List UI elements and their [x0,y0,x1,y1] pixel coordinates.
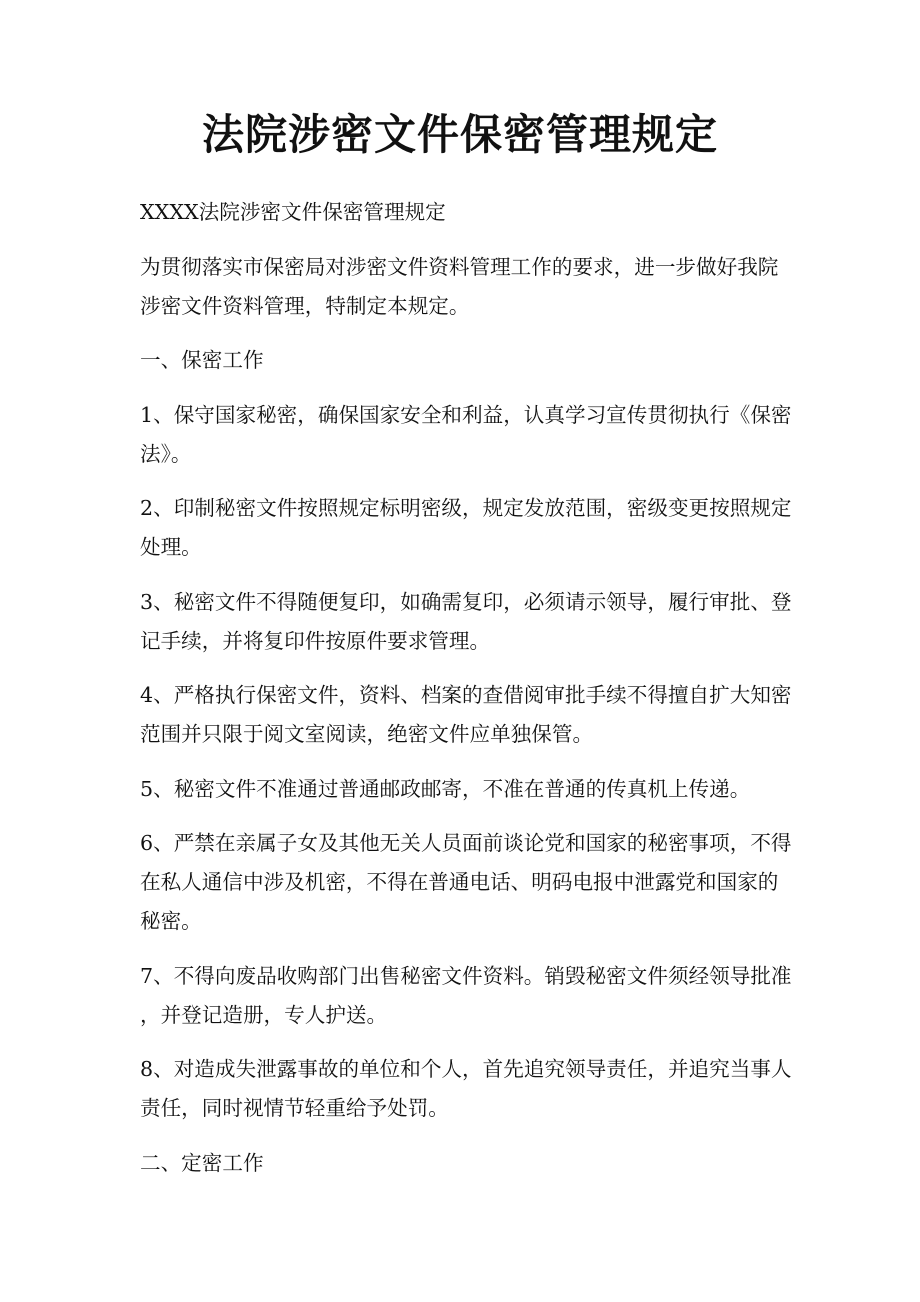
paragraph-line: XXXX法院涉密文件保密管理规定 [140,200,446,224]
paragraph-line: 1、保守国家秘密，确保国家安全和利益，认真学习宣传贯彻执行《保密 [140,402,792,427]
document-title: 法院涉密文件保密管理规定 [201,110,718,159]
paragraph [140,1050,800,1128]
paragraph [140,248,800,326]
paragraph-line: 8、对造成失泄露事故的单位和个人，首先追究领导责任，并追究当事人 [140,1057,792,1081]
paragraph-line: 一、保密工作 [140,348,264,372]
paragraph-line: ，并登记造册，专人护送。 [140,1002,388,1027]
paragraph [140,824,800,941]
paragraph [140,341,800,380]
paragraph-line: 3、秘密文件不得随便复印，如确需复印，必须请示领导，履行审批、登 [140,589,792,614]
paragraph [140,396,800,474]
paragraph-line: 4、严格执行保密文件，资料、档案的查借阅审批手续不得擅自扩大知密 [140,683,792,707]
paragraph-line: 二、定密工作 [140,1150,264,1175]
paragraph-line: 记手续，并将复印件按原件要求管理。 [140,628,491,653]
paragraph [140,957,800,1035]
paragraph-line: 处理。 [140,535,202,559]
paragraph-line: 2、印制秘密文件按照规定标明密级，规定发放范围，密级变更按照规定 [140,496,792,520]
paragraph-line: 5、秘密文件不准通过普通邮政邮寄，不准在普通的传真机上传递。 [140,776,751,801]
paragraph [140,770,800,809]
paragraph [140,193,800,232]
document-body [140,193,800,1198]
paragraph-line: 法》。 [140,441,192,466]
paragraph [140,1144,800,1183]
paragraph-line: 责任，同时视情节轻重给予处罚。 [140,1096,449,1120]
paragraph-line: 范围并只限于阅文室阅读，绝密文件应单独保管。 [140,722,594,746]
paragraph-line: 7、不得向废品收购部门出售秘密文件资料。销毁秘密文件须经领导批准 [140,963,792,988]
paragraph-line: 6、严禁在亲属子女及其他无关人员面前谈论党和国家的秘密事项，不得 [140,831,792,855]
paragraph-line: 在私人通信中涉及机密，不得在普通电话、明码电报中泄露党和国家的 [140,870,779,894]
paragraph [140,676,800,754]
paragraph-line: 为贯彻落实市保密局对涉密文件资料管理工作的要求，进一步做好我院 [140,254,779,279]
paragraph [140,583,800,661]
paragraph [140,489,800,567]
paragraph-line: 涉密文件资料管理，特制定本规定。 [140,293,470,318]
paragraph-line: 秘密。 [140,909,202,933]
